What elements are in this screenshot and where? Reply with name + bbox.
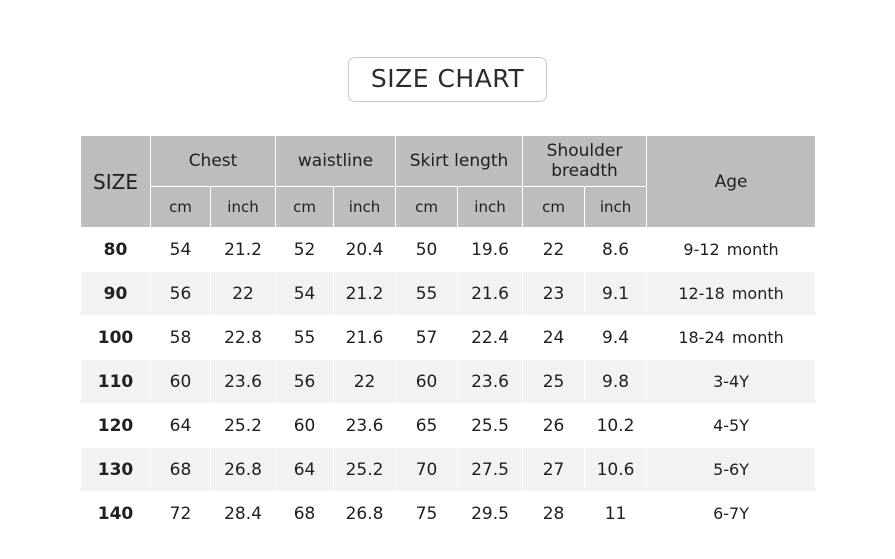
cell-waistline-cm: 64 (276, 448, 334, 492)
cell-age-value: 12-18 (678, 284, 725, 303)
header-shoulder-inch: inch (585, 187, 647, 228)
cell-age-unit: month (731, 284, 784, 303)
cell-skirt-inch: 23.6 (458, 360, 523, 404)
cell-waistline-inch: 21.2 (334, 272, 396, 316)
cell-chest-cm: 68 (151, 448, 211, 492)
cell-shoulder-cm: 22 (523, 228, 585, 272)
header-age: Age (647, 136, 816, 228)
cell-waistline-cm: 55 (276, 316, 334, 360)
cell-shoulder-cm: 23 (523, 272, 585, 316)
cell-age: 3-4Y (647, 360, 816, 404)
cell-waistline-cm: 60 (276, 404, 334, 448)
cell-skirt-cm: 55 (396, 272, 458, 316)
header-group-skirt-length: Skirt length (396, 136, 523, 187)
cell-waistline-inch: 21.6 (334, 316, 396, 360)
cell-chest-cm: 64 (151, 404, 211, 448)
cell-size: 120 (81, 404, 151, 448)
cell-shoulder-inch: 9.4 (585, 316, 647, 360)
cell-shoulder-inch: 10.6 (585, 448, 647, 492)
cell-size: 100 (81, 316, 151, 360)
cell-chest-inch: 28.4 (211, 492, 276, 536)
cell-size: 90 (81, 272, 151, 316)
table-row (81, 448, 816, 492)
cell-waistline-cm: 52 (276, 228, 334, 272)
header-group-shoulder-breadth: Shoulder breadth (523, 136, 647, 187)
header-waistline-cm: cm (276, 187, 334, 228)
table-row (81, 316, 816, 360)
cell-shoulder-inch: 11 (585, 492, 647, 536)
table-row (81, 272, 816, 316)
table-row (81, 228, 816, 272)
cell-chest-cm: 58 (151, 316, 211, 360)
size-chart-table-container (80, 135, 815, 536)
table-row (81, 360, 816, 404)
cell-age-unit: month (731, 328, 784, 347)
cell-skirt-inch: 22.4 (458, 316, 523, 360)
cell-chest-inch: 23.6 (211, 360, 276, 404)
cell-skirt-cm: 50 (396, 228, 458, 272)
table-header (81, 136, 816, 228)
cell-chest-inch: 21.2 (211, 228, 276, 272)
cell-age-unit: month (726, 240, 779, 259)
cell-chest-cm: 54 (151, 228, 211, 272)
cell-size: 130 (81, 448, 151, 492)
cell-age: 5-6Y (647, 448, 816, 492)
cell-waistline-inch: 20.4 (334, 228, 396, 272)
cell-age: 6-7Y (647, 492, 816, 536)
cell-skirt-inch: 21.6 (458, 272, 523, 316)
cell-waistline-inch: 22 (334, 360, 396, 404)
cell-skirt-inch: 25.5 (458, 404, 523, 448)
cell-age (647, 228, 816, 272)
cell-skirt-cm: 60 (396, 360, 458, 404)
cell-chest-cm: 60 (151, 360, 211, 404)
cell-skirt-inch: 29.5 (458, 492, 523, 536)
cell-waistline-inch: 26.8 (334, 492, 396, 536)
cell-chest-cm: 72 (151, 492, 211, 536)
size-chart-table (80, 135, 816, 536)
cell-size: 110 (81, 360, 151, 404)
cell-shoulder-cm: 25 (523, 360, 585, 404)
cell-shoulder-cm: 26 (523, 404, 585, 448)
header-group-waistline: waistline (276, 136, 396, 187)
page-title: SIZE CHART (348, 57, 547, 102)
cell-skirt-inch: 19.6 (458, 228, 523, 272)
header-row-groups (81, 136, 816, 187)
cell-shoulder-cm: 28 (523, 492, 585, 536)
cell-age-value: 18-24 (678, 328, 725, 347)
cell-age-value: 9-12 (683, 240, 720, 259)
header-chest-inch: inch (211, 187, 276, 228)
cell-shoulder-inch: 8.6 (585, 228, 647, 272)
cell-chest-inch: 26.8 (211, 448, 276, 492)
cell-waistline-inch: 25.2 (334, 448, 396, 492)
cell-age (647, 272, 816, 316)
cell-skirt-cm: 57 (396, 316, 458, 360)
cell-shoulder-cm: 24 (523, 316, 585, 360)
header-waistline-inch: inch (334, 187, 396, 228)
table-body (81, 228, 816, 536)
header-size: SIZE (81, 136, 151, 228)
table-row (81, 492, 816, 536)
table-row (81, 404, 816, 448)
cell-waistline-cm: 56 (276, 360, 334, 404)
header-skirt-length-cm: cm (396, 187, 458, 228)
cell-size: 140 (81, 492, 151, 536)
cell-age: 4-5Y (647, 404, 816, 448)
header-group-chest: Chest (151, 136, 276, 187)
cell-skirt-cm: 70 (396, 448, 458, 492)
cell-chest-inch: 25.2 (211, 404, 276, 448)
cell-skirt-cm: 65 (396, 404, 458, 448)
cell-size: 80 (81, 228, 151, 272)
header-chest-cm: cm (151, 187, 211, 228)
cell-age (647, 316, 816, 360)
cell-shoulder-inch: 10.2 (585, 404, 647, 448)
cell-chest-inch: 22 (211, 272, 276, 316)
cell-shoulder-cm: 27 (523, 448, 585, 492)
cell-skirt-cm: 75 (396, 492, 458, 536)
title-container (0, 57, 895, 102)
cell-chest-inch: 22.8 (211, 316, 276, 360)
cell-waistline-cm: 68 (276, 492, 334, 536)
header-shoulder-cm: cm (523, 187, 585, 228)
cell-shoulder-inch: 9.1 (585, 272, 647, 316)
cell-waistline-cm: 54 (276, 272, 334, 316)
header-skirt-length-inch: inch (458, 187, 523, 228)
cell-shoulder-inch: 9.8 (585, 360, 647, 404)
cell-waistline-inch: 23.6 (334, 404, 396, 448)
cell-chest-cm: 56 (151, 272, 211, 316)
cell-skirt-inch: 27.5 (458, 448, 523, 492)
